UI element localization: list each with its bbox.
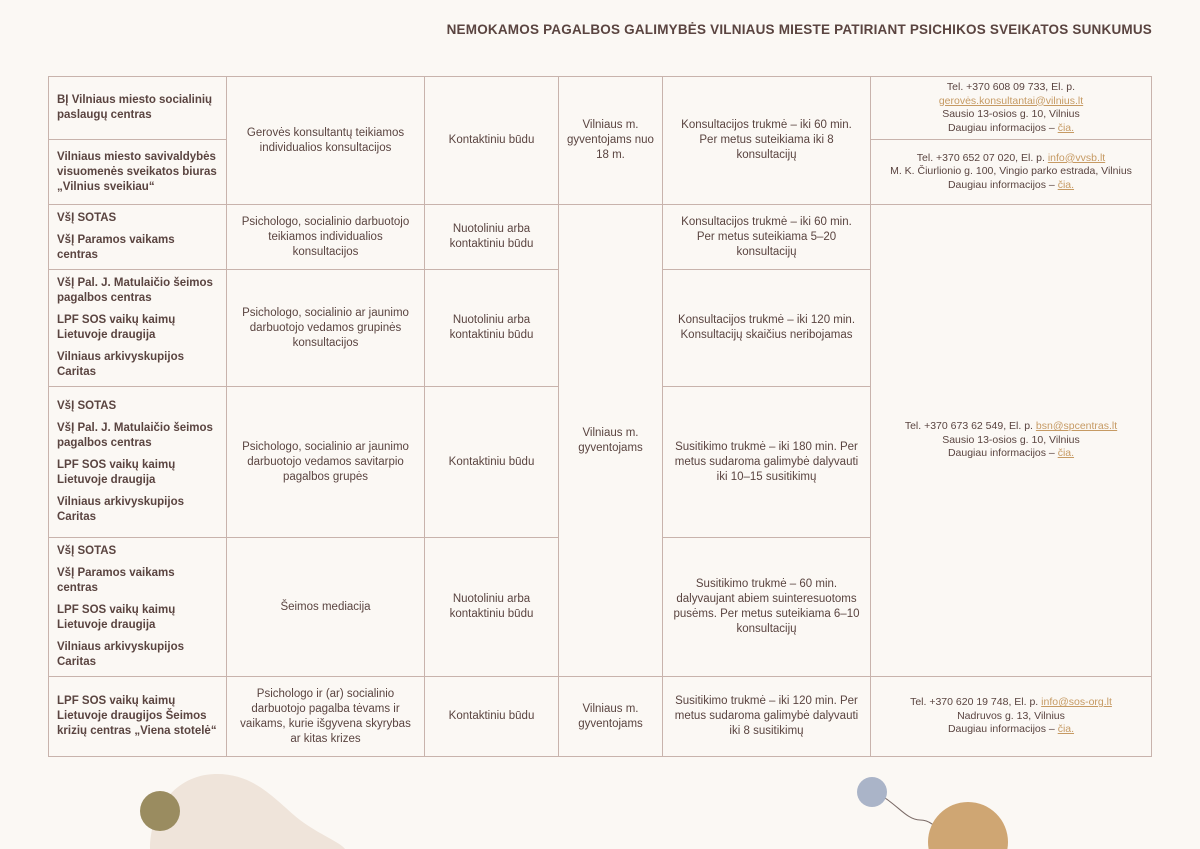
organization-name: VšĮ Pal. J. Matulaičio šeimos pagalbos centras [57,277,213,304]
more-info-label: Daugiau informacijos – [947,447,1058,460]
contact-phone: Tel. +370 620 19 748, El. p. [910,696,1042,709]
organization-name: VšĮ SOTAS [57,545,117,557]
service-cell: Psichologo ir (ar) socialinio darbuotojo pagalba tėvams ir vaikams, kurie išgyvena skyrybas ar kitas krizes [227,677,425,757]
table-row [49,77,1152,140]
table-row [49,205,1152,270]
organization-name: LPF SOS vaikų kaimų Lietuvoje draugija [57,459,176,486]
service-cell: Psichologo, socialinio ar jaunimo darbuotojo vedamos grupinės konsultacijos [227,270,425,387]
mode-cell: Nuotoliniu arba kontaktiniu būdu [425,205,559,270]
service-cell: Gerovės konsultantų teikiamos individualios konsultacijos [227,77,425,205]
more-info-link[interactable]: čia. [1057,121,1075,134]
organization-name: VšĮ Pal. J. Matulaičio šeimos pagalbos centras [57,422,213,449]
duration-cell: Susitikimo trukmė – 60 min. dalyvaujant abiem suinteresuotoms pusėms. Per metus suteikiama 6–10 konsultacijų [663,538,871,677]
mode-cell: Nuotoliniu arba kontaktiniu būdu [425,538,559,677]
decorative-tan-circle [928,802,1008,849]
service-cell: Psichologo, socialinio darbuotojo teikiamos individualios konsultacijos [227,205,425,270]
organization-cell [49,77,227,140]
organization-cell [49,205,227,270]
email-link[interactable]: info@sos-org.lt [1041,696,1112,709]
mode-cell: Kontaktiniu būdu [425,387,559,538]
organization-name: VšĮ Paramos vaikams centras [57,567,175,594]
contact-address: Sausio 13-osios g. 10, Vilnius [942,108,1080,120]
organization-name: Vilniaus arkivyskupijos Caritas [57,351,184,378]
contact-phone: Tel. +370 652 07 020, El. p. [916,151,1048,164]
organization-name: LPF SOS vaikų kaimų Lietuvoje draugijos Šeimos krizių centras „Viena stotelė“ [57,695,217,737]
contact-address: Nadruvos g. 13, Vilnius [957,709,1065,722]
audience-cell: Vilniaus m. gyventojams nuo 18 m. [559,77,663,205]
mode-cell: Kontaktiniu būdu [425,677,559,757]
contact-phone: Tel. +370 673 62 549, El. p. [904,420,1036,433]
organization-cell [49,677,227,757]
organization-name: Vilniaus arkivyskupijos Caritas [57,496,184,523]
audience-cell: Vilniaus m. gyventojams [559,205,663,677]
duration-cell: Konsultacijos trukmė – iki 60 min. Per metus suteikiama 5–20 konsultacijų [663,205,871,270]
decorative-shapes [0,760,1200,849]
duration-cell: Susitikimo trukmė – iki 180 min. Per metus sudaroma galimybė dalyvauti iki 10–15 susitikimų [663,387,871,538]
contact-phone: Tel. +370 608 09 733, El. p. [946,81,1076,93]
mode-cell: Nuotoliniu arba kontaktiniu būdu [425,270,559,387]
mode-cell: Kontaktiniu būdu [425,77,559,205]
more-info-link[interactable]: čia. [1057,178,1075,191]
organization-cell [49,538,227,677]
more-info-label: Daugiau informacijos – [947,121,1058,134]
services-table [48,76,1152,757]
more-info-link[interactable]: čia. [1057,723,1075,736]
service-cell: Šeimos mediacija [227,538,425,677]
decorative-olive-circle [140,791,180,831]
table-row [49,677,1152,757]
organization-name: LPF SOS vaikų kaimų Lietuvoje draugija [57,604,176,631]
email-link[interactable]: bsn@spcentras.lt [1035,420,1118,433]
organization-cell [49,140,227,205]
more-info-link[interactable]: čia. [1057,447,1075,460]
organization-name: Vilniaus arkivyskupijos Caritas [57,641,184,668]
organization-name: Vilniaus miesto savivaldybės visuomenės sveikatos biuras „Vilnius sveikiau“ [57,150,217,193]
audience-cell: Vilniaus m. gyventojams [559,677,663,757]
organization-name: VšĮ SOTAS [57,400,117,412]
service-cell: Psichologo, socialinio ar jaunimo darbuotojo vedamos savitarpio pagalbos grupės [227,387,425,538]
contact-cell [871,677,1152,757]
email-link[interactable]: gerovės.konsultantai@vilnius.lt [938,94,1084,107]
page-title: NEMOKAMOS PAGALBOS GALIMYBĖS VILNIAUS MIESTE PATIRIANT PSICHIKOS SVEIKATOS SUNKUMUS [446,22,1152,37]
organization-cell [49,270,227,387]
contact-address: M. K. Čiurlionio g. 100, Vingio parko estrada, Vilnius [890,165,1132,178]
organization-name: BĮ Vilniaus miesto socialinių paslaugų centras [57,94,213,121]
organization-name: VšĮ Paramos vaikams centras [57,234,175,261]
contact-cell [871,77,1152,140]
contact-address: Sausio 13-osios g. 10, Vilnius [942,433,1080,446]
duration-cell: Konsultacijos trukmė – iki 120 min. Konsultacijų skaičius neribojamas [663,270,871,387]
contact-cell [871,140,1152,205]
organization-name: LPF SOS vaikų kaimų Lietuvoje draugija [57,314,176,341]
organization-cell [49,387,227,538]
organization-name: VšĮ SOTAS [57,212,117,224]
duration-cell: Susitikimo trukmė – iki 120 min. Per metus sudaroma galimybė dalyvauti iki 8 susitikimų [663,677,871,757]
duration-cell: Konsultacijos trukmė – iki 60 min. Per metus suteikiama iki 8 konsultacijų [663,77,871,205]
email-link[interactable]: info@vvsb.lt [1047,151,1106,164]
more-info-label: Daugiau informacijos – [947,723,1058,736]
decorative-blue-circle [857,777,887,807]
contact-cell [871,205,1152,677]
more-info-label: Daugiau informacijos – [947,178,1058,191]
